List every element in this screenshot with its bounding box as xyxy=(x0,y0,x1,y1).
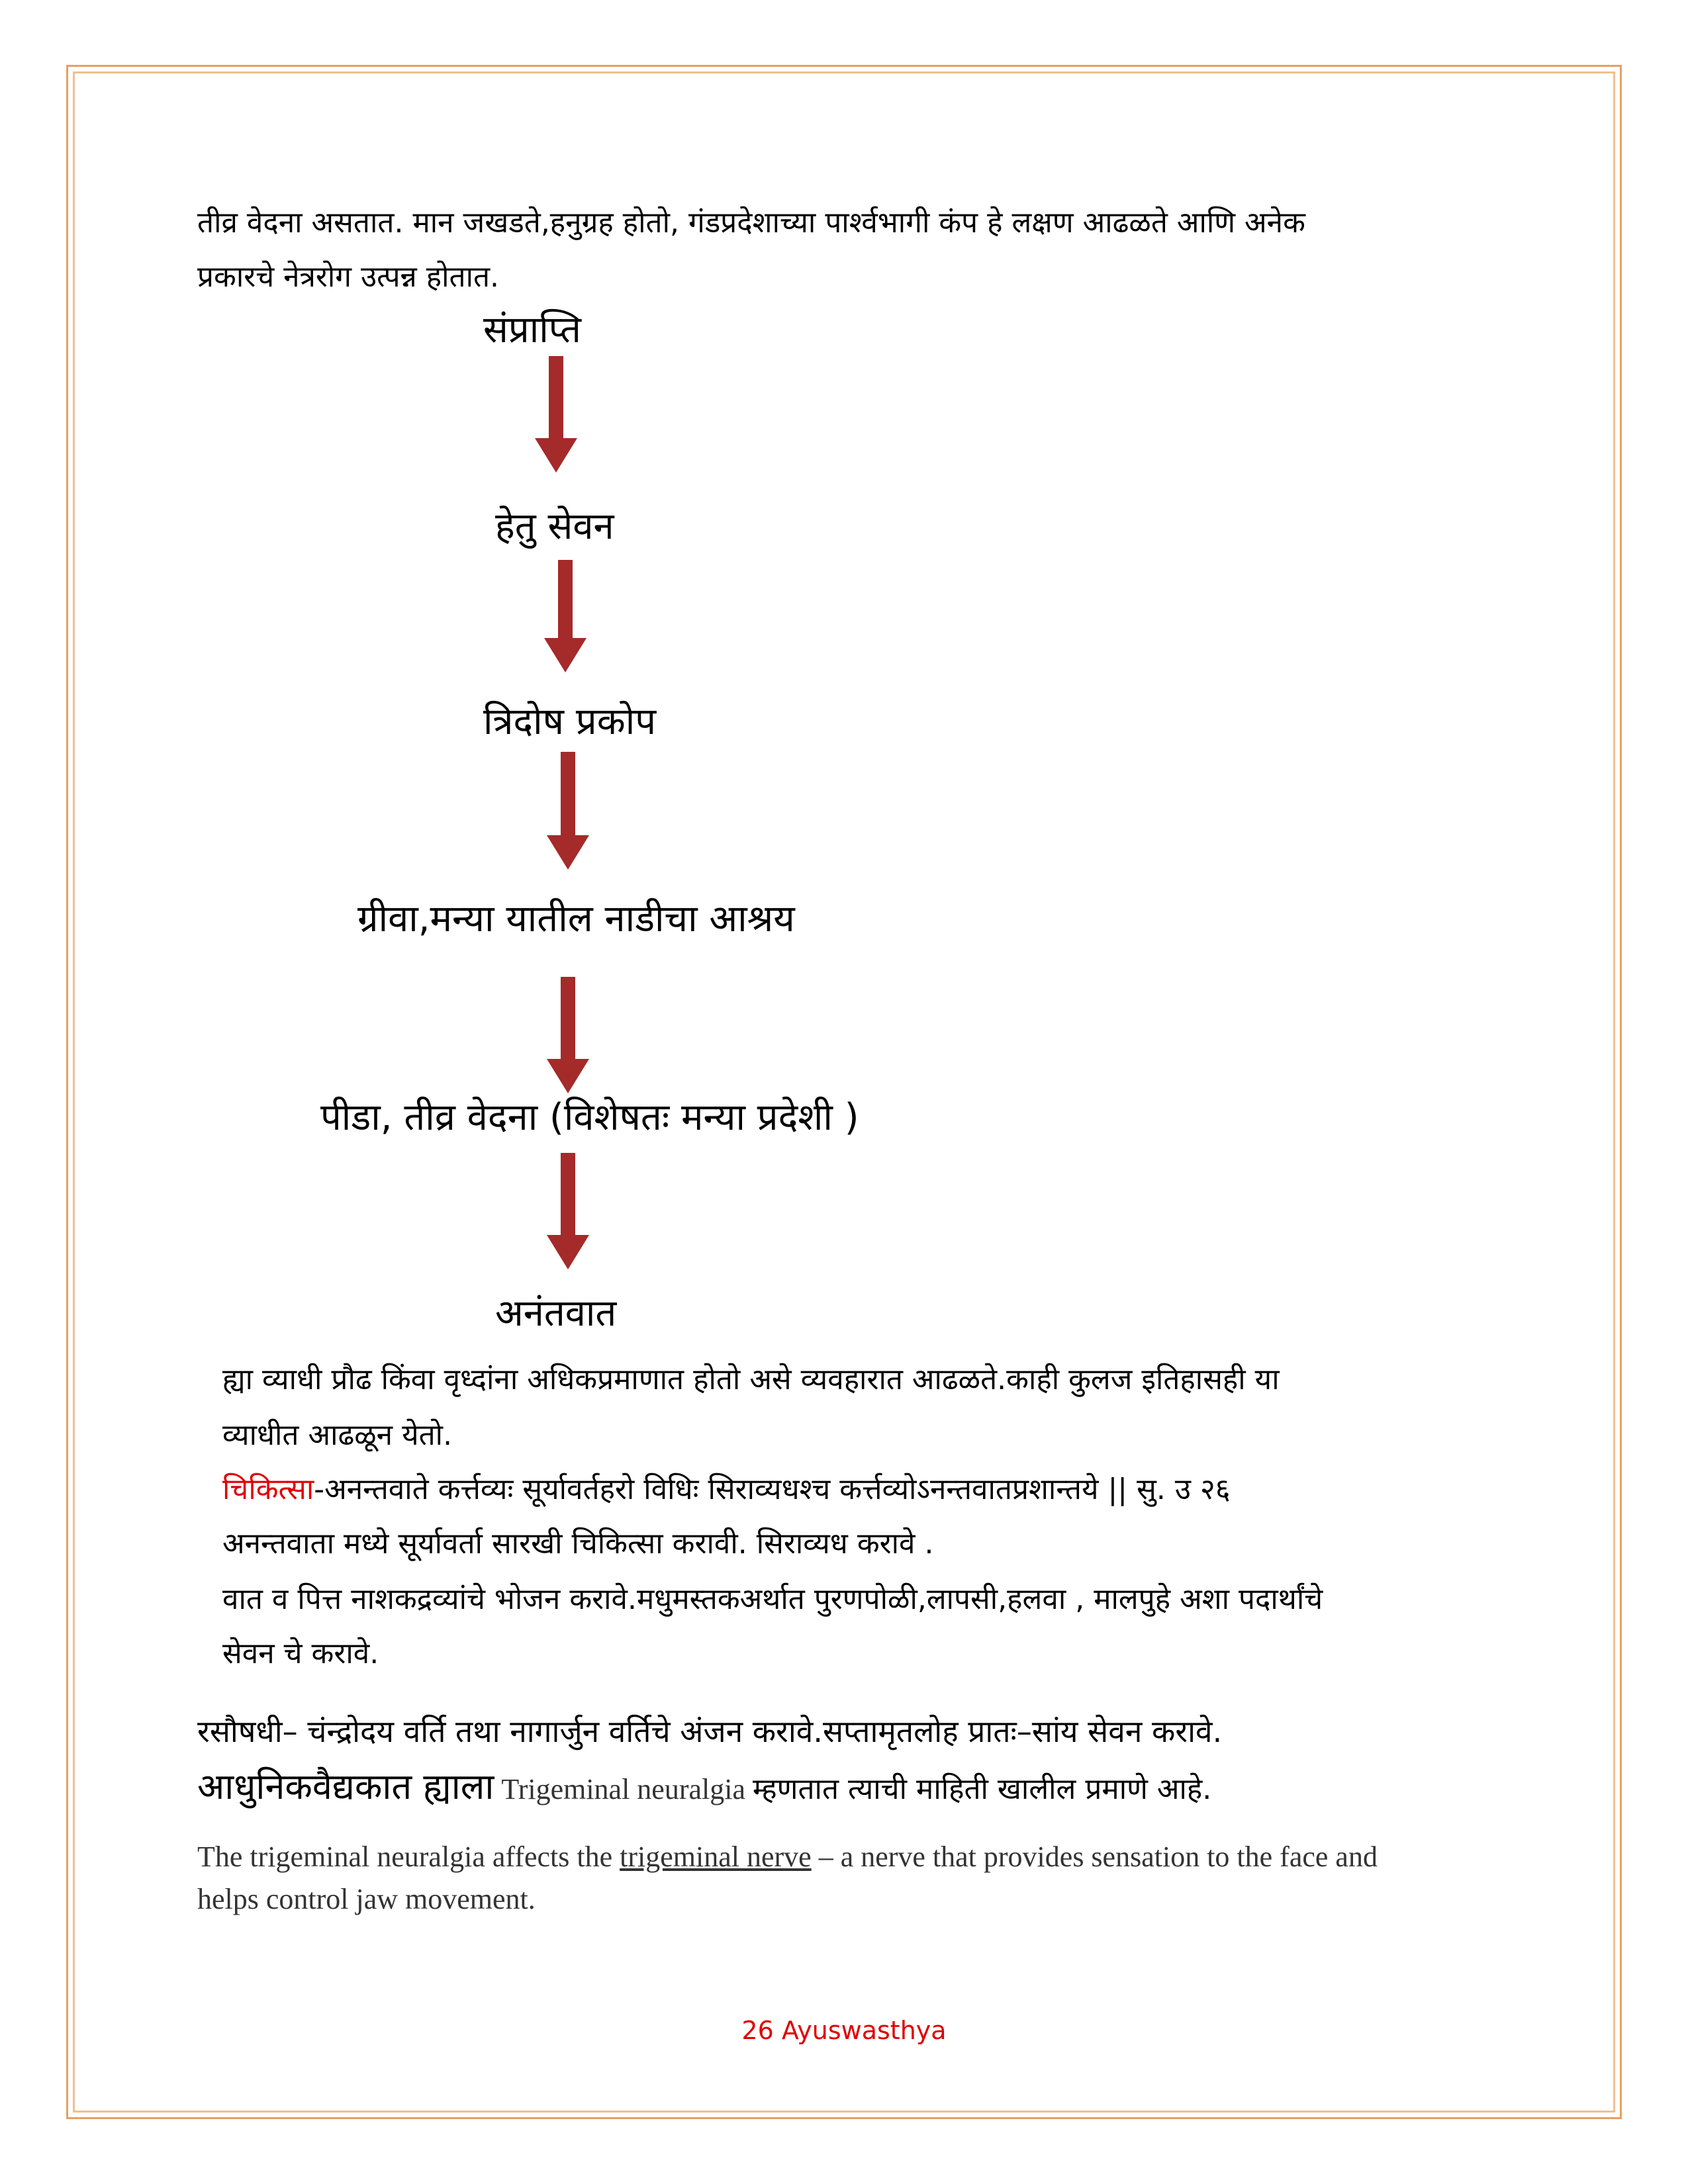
page-footer: 26 Ayuswasthya xyxy=(741,2016,947,2045)
english-post: – a nerve that provides sensation to the face and xyxy=(811,1841,1378,1873)
chikitsa-label: चिकित्सा xyxy=(222,1473,314,1506)
intro-line-1: तीव्र वेदना असतात. मान जखडते,हनुग्रह होतो, गंडप्रदेशाच्या पार्श्वभागी कंप हे लक्षण आढळते आणि अनेक xyxy=(197,206,1305,240)
modern-part-1: आधुनिकवैद्यकात ह्याला xyxy=(197,1766,494,1807)
flow-step-pida: पीडा, तीव्र वेदना (विशेषतः मन्या प्रदेशी ) xyxy=(320,1096,859,1139)
english-pre: The trigeminal neuralgia affects the xyxy=(197,1841,620,1873)
para-1-line-2: व्याधीत आढळून येतो. xyxy=(222,1418,453,1452)
english-line-2: helps control jaw movement. xyxy=(197,1883,536,1915)
para-3: अनन्तवाता मध्ये सूर्यावर्ता सारखी चिकित्सा करावी. सिराव्यध करावे . xyxy=(222,1527,934,1561)
chikitsa-line xyxy=(222,1468,1231,1508)
modern-part-2: Trigeminal neuralgia xyxy=(494,1773,753,1805)
modern-medicine-line xyxy=(197,1760,1211,1809)
trigeminal-nerve-link[interactable]: trigeminal nerve xyxy=(620,1841,812,1873)
flow-step-hetu-sevan: हेतु सेवन xyxy=(495,505,614,548)
flow-arrow-2 xyxy=(543,560,588,672)
rasaushadhi-line: रसौषधी– चंन्द्रोदय वर्ति तथा नागार्जुन वर्तिचे अंजन करावे.सप्तामृतलोह प्रातः–सांय सेवन करावे. xyxy=(197,1713,1223,1749)
flow-arrow-1 xyxy=(534,356,579,473)
para-4-line-1: वात व पित्त नाशकद्रव्यांचे भोजन करावे.मधुमस्तकअर्थात पुरणपोळी,लापसी,हलवा , मालपुहे अशा पदार्थांचे xyxy=(222,1582,1323,1616)
flow-arrow-5 xyxy=(545,1153,590,1269)
modern-part-3: म्हणतात त्याची माहिती खालील प्रमाणे आहे. xyxy=(753,1772,1212,1806)
intro-line-2: प्रकारचे नेत्ररोग उत्पन्न होतात. xyxy=(197,260,500,294)
para-4-line-2: सेवन चे करावे. xyxy=(222,1637,379,1670)
para-1-line-1: ह्या व्याधी प्रौढ किंवा वृध्दांना अधिकप्रमाणात होतो असे व्यवहारात आढळते.काही कुलज इतिहासही या xyxy=(222,1363,1280,1396)
chikitsa-text: -अनन्तवाते कर्त्तव्यः सूर्यावर्तहरो विधिः सिराव्यधश्च कर्त्तव्योऽनन्तवातप्रशान्तये || सु. उ २६ xyxy=(314,1473,1231,1506)
flow-step-anantvat: अनंतवात xyxy=(495,1292,617,1335)
flow-step-tridosh-prakop: त्रिदोष प्रकोप xyxy=(483,700,657,743)
flow-step-griva-manya: ग्रीवा,मन्या यातील नाडीचा आश्रय xyxy=(357,897,795,940)
flow-arrow-4 xyxy=(545,977,590,1093)
english-line-1 xyxy=(197,1840,1378,1874)
flow-step-samprapti: संप्राप्ति xyxy=(483,308,581,351)
flow-arrow-3 xyxy=(545,752,590,870)
